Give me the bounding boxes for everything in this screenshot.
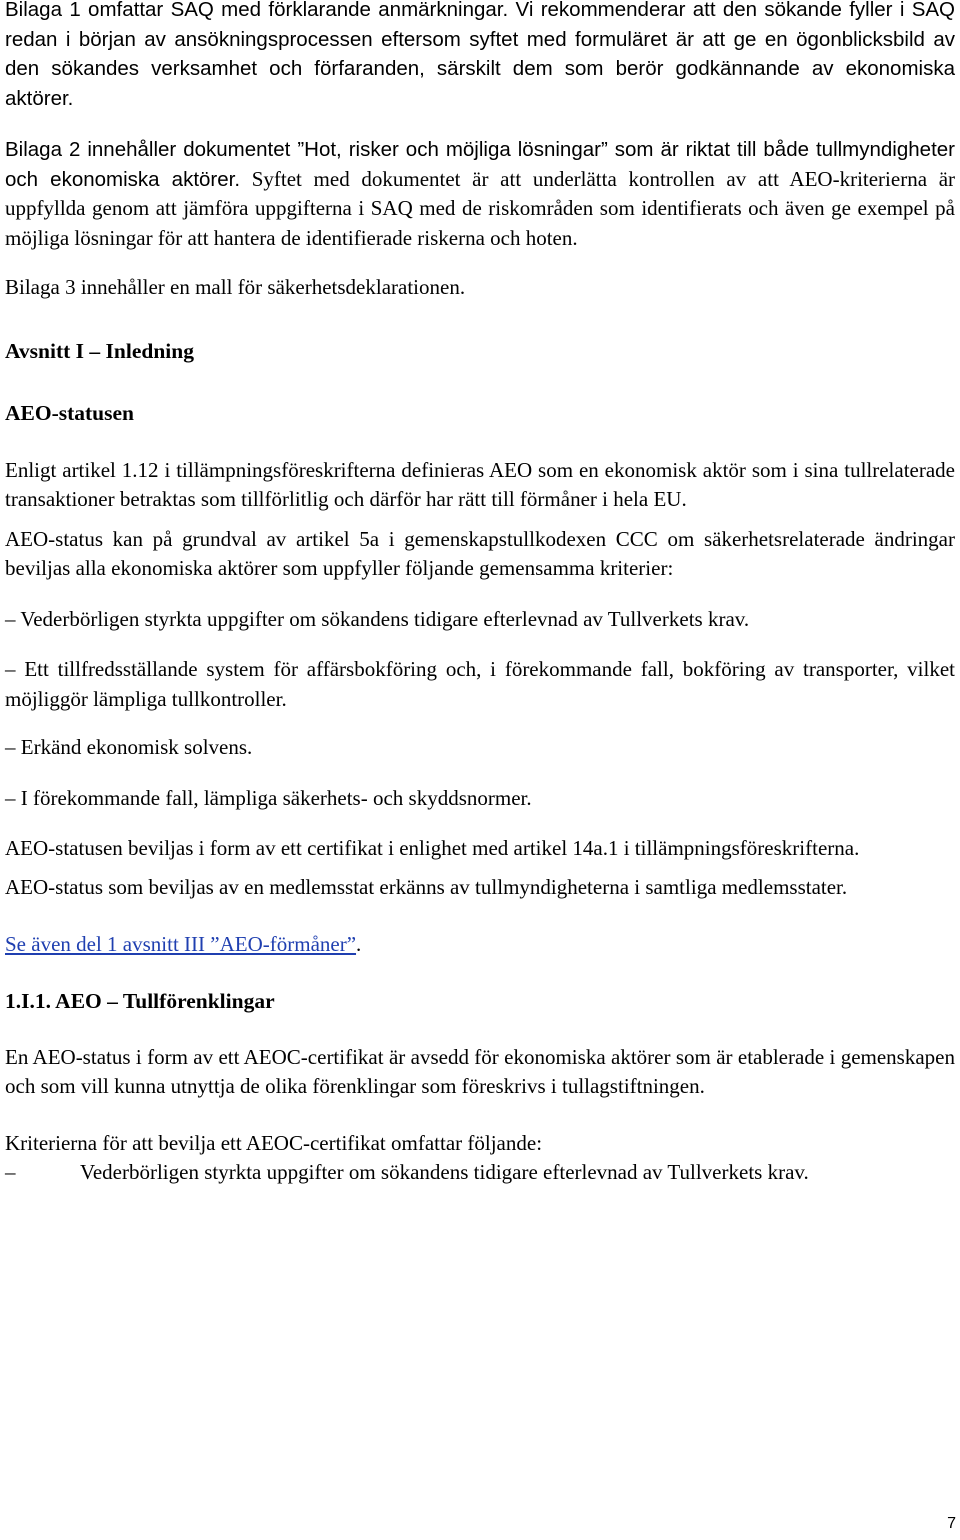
article-paragraph: Enligt artikel 1.12 i tillämpningsföreskrifterna definieras AEO som en ekonomisk aktör som i sina tullrelaterade transaktioner betraktas som tillförlitlig och därför har rätt till förmåner i hela EU. <box>5 457 955 511</box>
aeoc-criteria-intro: Kriterierna för att bevilja ett AEOC-certifikat omfattar följande: <box>5 1130 543 1155</box>
intro-paragraph-3: Bilaga 3 innehåller en mall för säkerhetsdeklarationen. <box>5 275 466 299</box>
dash-marker: – <box>5 735 16 759</box>
aeo-benefits-link[interactable]: Se även del 1 avsnitt III ”AEO-förmåner” <box>5 932 357 956</box>
dash-marker: – <box>5 657 16 681</box>
criterion-text: Erkänd ekonomisk solvens. <box>20 735 253 759</box>
recognized-paragraph: AEO-status som beviljas av en medlemsstat erkänns av tullmyndigheterna i samtliga medlemsstater. <box>5 874 848 899</box>
certificate-paragraph: AEO-statusen beviljas i form av ett certifikat i enlighet med artikel 14a.1 i tillämpningsföreskrifterna. <box>5 836 860 860</box>
intro-paragraph-2 <box>5 135 955 253</box>
dash-marker: – <box>5 785 16 810</box>
aeoc-criterion-text: Vederbörligen styrkta uppgifter om sökandens tidigare efterlevnad av Tullverkets krav. <box>80 1160 809 1184</box>
criterion-item <box>5 605 955 635</box>
criterion-text: I förekommande fall, lämpliga säkerhets- och skyddsnormer. <box>20 785 532 810</box>
see-also-paragraph <box>5 930 955 960</box>
criterion-item <box>5 655 955 714</box>
criterion-item <box>5 784 955 814</box>
link-tail: . <box>356 932 362 956</box>
dash-marker: – <box>5 606 16 631</box>
dash-marker: – <box>5 1160 16 1184</box>
page-number: 7 <box>947 1515 956 1532</box>
intro-paragraph-2-end: Syftet med dokumentet är att underlätta kontrollen av att AEO-kriterierna är uppfyllda genom att jämföra uppgifterna i SAQ med de riskområden som identifierats och även ge exempel på möjliga lösningar för att hantera de identifierade riskerna och hoten. <box>5 166 956 250</box>
intro-paragraph-1: Bilaga 1 omfattar SAQ med förklarande anmärkningar. Vi rekommenderar att den sökande fyller i SAQ redan i början av ansökningsprocessen eftersom syftet med formuläret är att ge en ögonblicksbild av den sökandes verksamhet och förfaranden, särskilt dem som berör godkännande av ekonomiska aktörer. <box>5 0 955 110</box>
criterion-item <box>5 733 955 763</box>
intro-paragraph-2-start: Bilaga 2 innehåller dokumentet ”Hot, risker och möjliga lösningar” som är riktat till både tullmyndigheter och ekonomiska aktörer. <box>5 138 955 191</box>
criterion-text: Ett tillfredsställande system för affärsbokföring och, i förekommande fall, bokföring av transporter, vilket möjliggör lämpliga tullkontroller. <box>5 657 956 711</box>
criterion-text: Vederbörligen styrkta uppgifter om sökandens tidigare efterlevnad av Tullverkets krav. <box>20 606 750 631</box>
subsection-title: AEO-statusen <box>5 400 135 425</box>
status-paragraph: AEO-status kan på grundval av artikel 5a i gemenskapstullkodexen CCC om säkerhetsrelaterade ändringar beviljas alla ekonomiska aktörer som uppfyller följande gemensamma kriterier: <box>5 526 955 580</box>
subsection-2-title: 1.I.1. AEO – Tullförenklingar <box>5 988 275 1013</box>
section-title: Avsnitt I – Inledning <box>5 338 194 363</box>
document-page <box>5 0 955 1188</box>
aeoc-paragraph: En AEO-status i form av ett AEOC-certifikat är avsedd för ekonomiska aktörer som är etablerade i gemenskapen och som vill kunna utnyttja de olika förenklingar som föreskrivs i tullagstiftningen. <box>5 1044 955 1098</box>
aeoc-criterion-item <box>5 1158 955 1188</box>
